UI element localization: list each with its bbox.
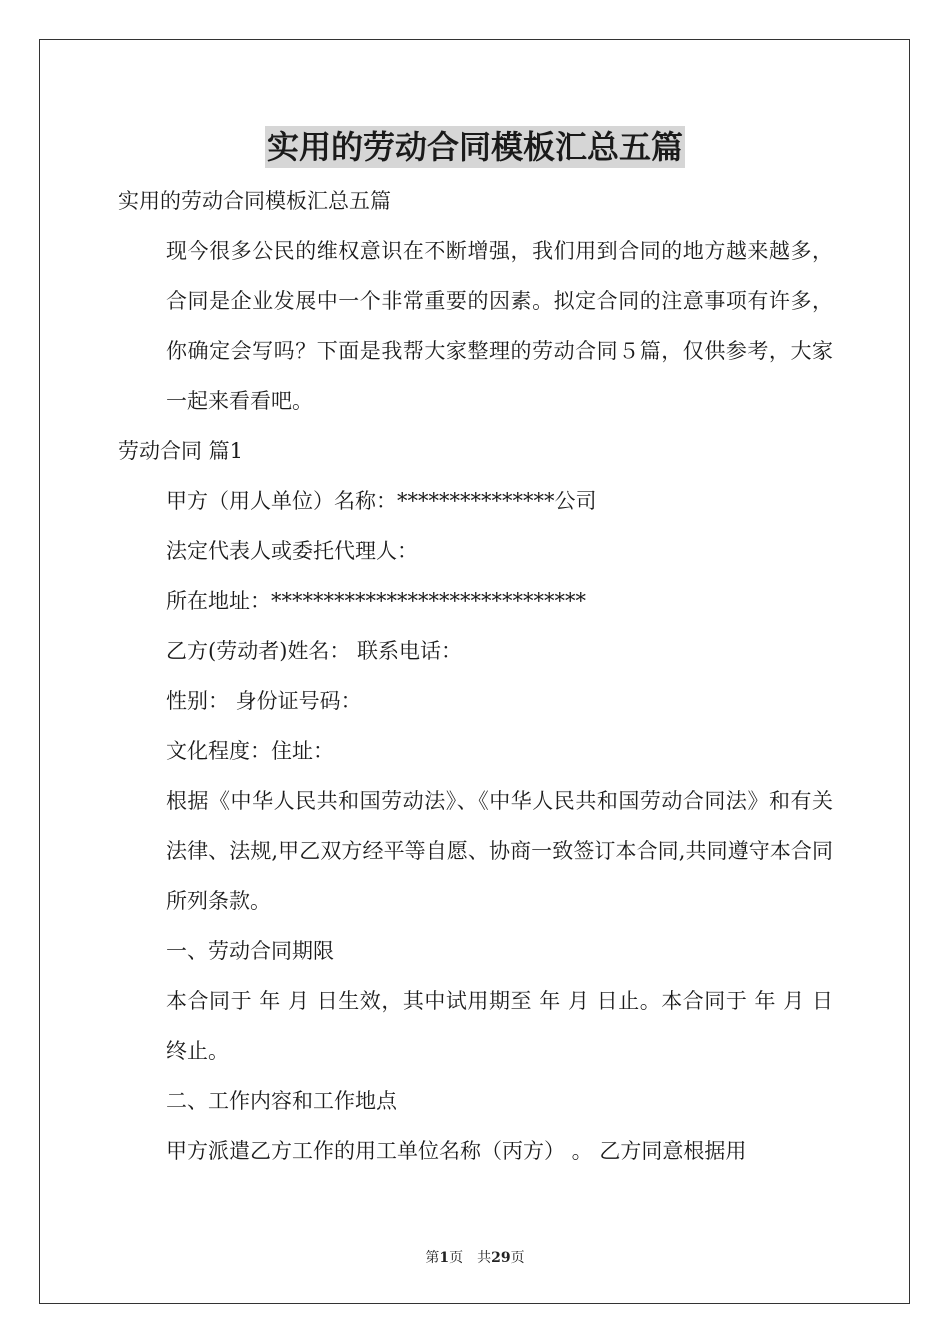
gender-id-line: 性别： 身份证号码：: [166, 689, 362, 713]
address-line: 所在地址：******************************: [166, 589, 586, 613]
page-prefix: 第: [425, 1250, 440, 1266]
clause2-heading: 二、工作内容和工作地点: [166, 1089, 397, 1113]
section-heading: 劳动合同 篇1: [118, 439, 244, 463]
page-total: 29: [491, 1250, 511, 1266]
page-current: 1: [439, 1250, 450, 1266]
party-b-line: 乙方(劳动者)姓名： 联系电话：: [166, 639, 463, 663]
page-mid: 页 共: [449, 1250, 492, 1266]
page-footer: [0, 1248, 950, 1268]
basis-paragraph: 根据《中华人民共和国劳动法》、《中华人民共和国劳动合同法》和有关法律、法规,甲乙双方经平等自愿、协商一致签订本合同,共同遵守本合同所列条款。: [166, 789, 833, 913]
party-a-line: 甲方（用人单位）名称：***************公司: [166, 489, 597, 513]
title-container: [0, 126, 950, 168]
document-body: [118, 176, 833, 1176]
document-title: 实用的劳动合同模板汇总五篇: [266, 128, 683, 166]
legal-rep-line: 法定代表人或委托代理人：: [166, 539, 418, 563]
page-suffix: 页: [510, 1250, 525, 1266]
clause1-heading: 一、劳动合同期限: [166, 939, 334, 963]
subtitle: 实用的劳动合同模板汇总五篇: [118, 189, 391, 213]
clause1-text: 本合同于 年 月 日生效，其中试用期至 年 月 日止。本合同于 年 月 日终止。: [166, 989, 833, 1063]
intro-paragraph: 现今很多公民的维权意识在不断增强，我们用到合同的地方越来越多，合同是企业发展中一个非常重要的因素。拟定合同的注意事项有许多，你确定会写吗？下面是我帮大家整理的劳动合同５篇，仅供参考，大家一起来看看吧。: [166, 239, 833, 413]
education-address-line: 文化程度：住址：: [166, 739, 334, 763]
clause2-text: 甲方派遣乙方工作的用工单位名称（丙方） 。 乙方同意根据用: [166, 1139, 747, 1163]
